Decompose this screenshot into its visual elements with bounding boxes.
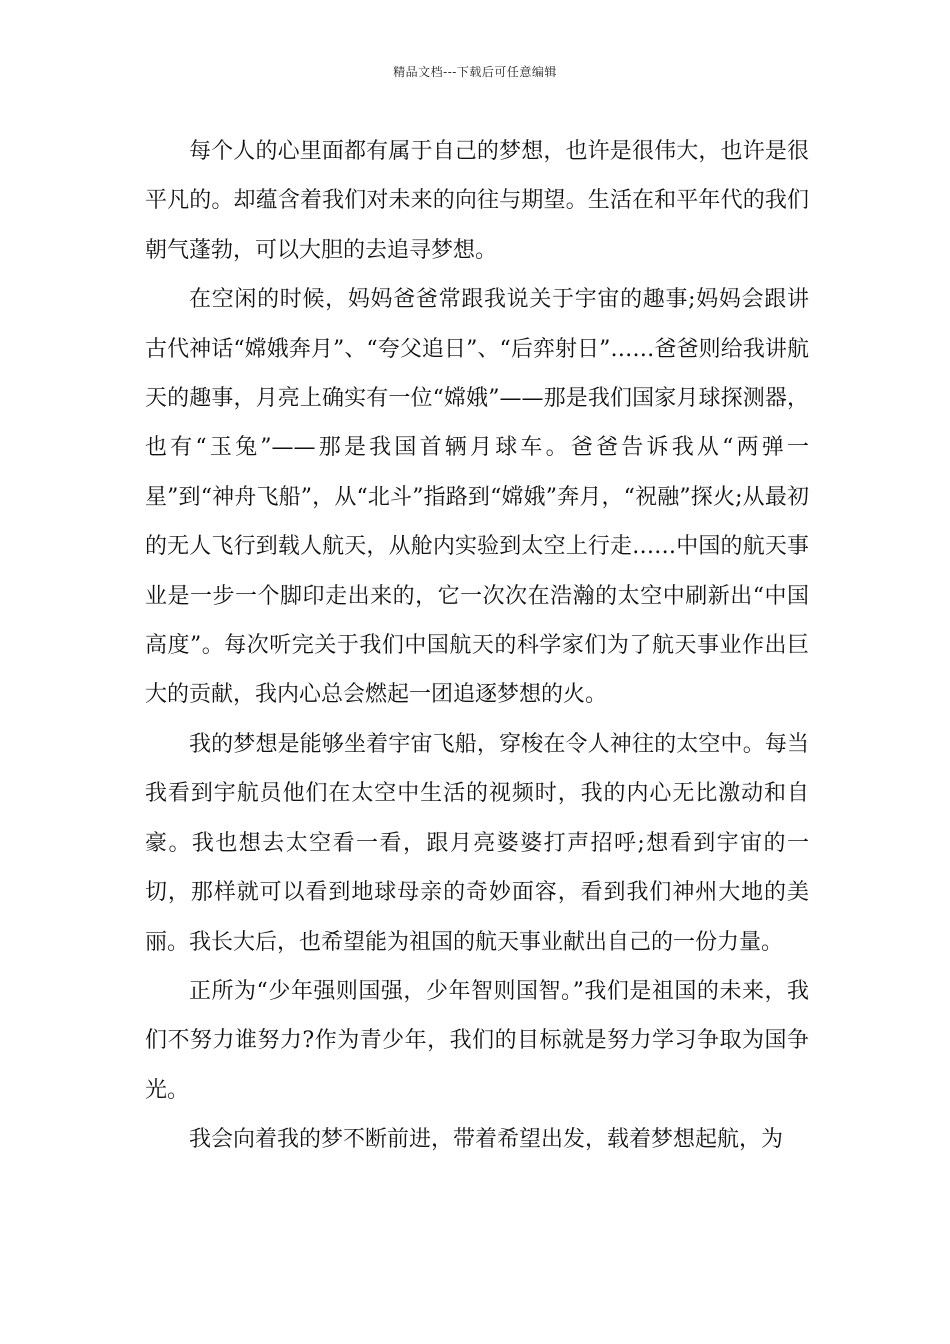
document-body <box>145 127 809 1165</box>
paragraph-3: 我的梦想是能够坐着宇宙飞船，穿梭在令人神往的太空中。每当我看到宇航员他们在太空中生活的视频时，我的内心无比激动和自豪。我也想去太空看一看，跟月亮婆婆打声招呼;想看到宇宙的一切，那样就可以看到地球母亲的奇妙面容，看到我们神州大地的美丽。我长大后，也希望能为祖国的航天事业献出自己的一份力量。 <box>145 731 809 955</box>
page-header: 精品文档---下载后可任意编辑 <box>393 65 557 79</box>
paragraph-1: 每个人的心里面都有属于自己的梦想，也许是很伟大，也许是很平凡的。却蕴含着我们对未来的向往与期望。生活在和平年代的我们朝气蓬勃，可以大胆的去追寻梦想。 <box>145 139 809 263</box>
paragraph-2: 在空闲的时候，妈妈爸爸常跟我说关于宇宙的趣事;妈妈会跟讲古代神话“嫦娥奔月”、“夸父追日”、“后弈射日”……爸爸则给我讲航天的趣事，月亮上确实有一位“嫦娥”——那是我们国家月球探测器，也有“玉兔”——那是我国首辆月球车。爸爸告诉我从“两弹一星”到“神舟飞船”，从“北斗”指路到“嫦娥”奔月，“祝融”探火;从最初的无人飞行到载人航天，从舱内实验到太空上行走……中国的航天事业是一步一个脚印走出来的，它一次次在浩瀚的太空中刷新出“中国高度”。每次听完关于我们中国航天的科学家们为了航天事业作出巨大的贡献，我内心总会燃起一团追逐梦想的火。 <box>145 287 809 708</box>
paragraph-5: 我会向着我的梦不断前进，带着希望出发，载着梦想起航，为 <box>189 1127 784 1153</box>
paragraph-4: 正所为“少年强则国强，少年智则国智。”我们是祖国的未来，我们不努力谁努力?作为青少年，我们的目标就是努力学习争取为国争光。 <box>145 978 809 1103</box>
